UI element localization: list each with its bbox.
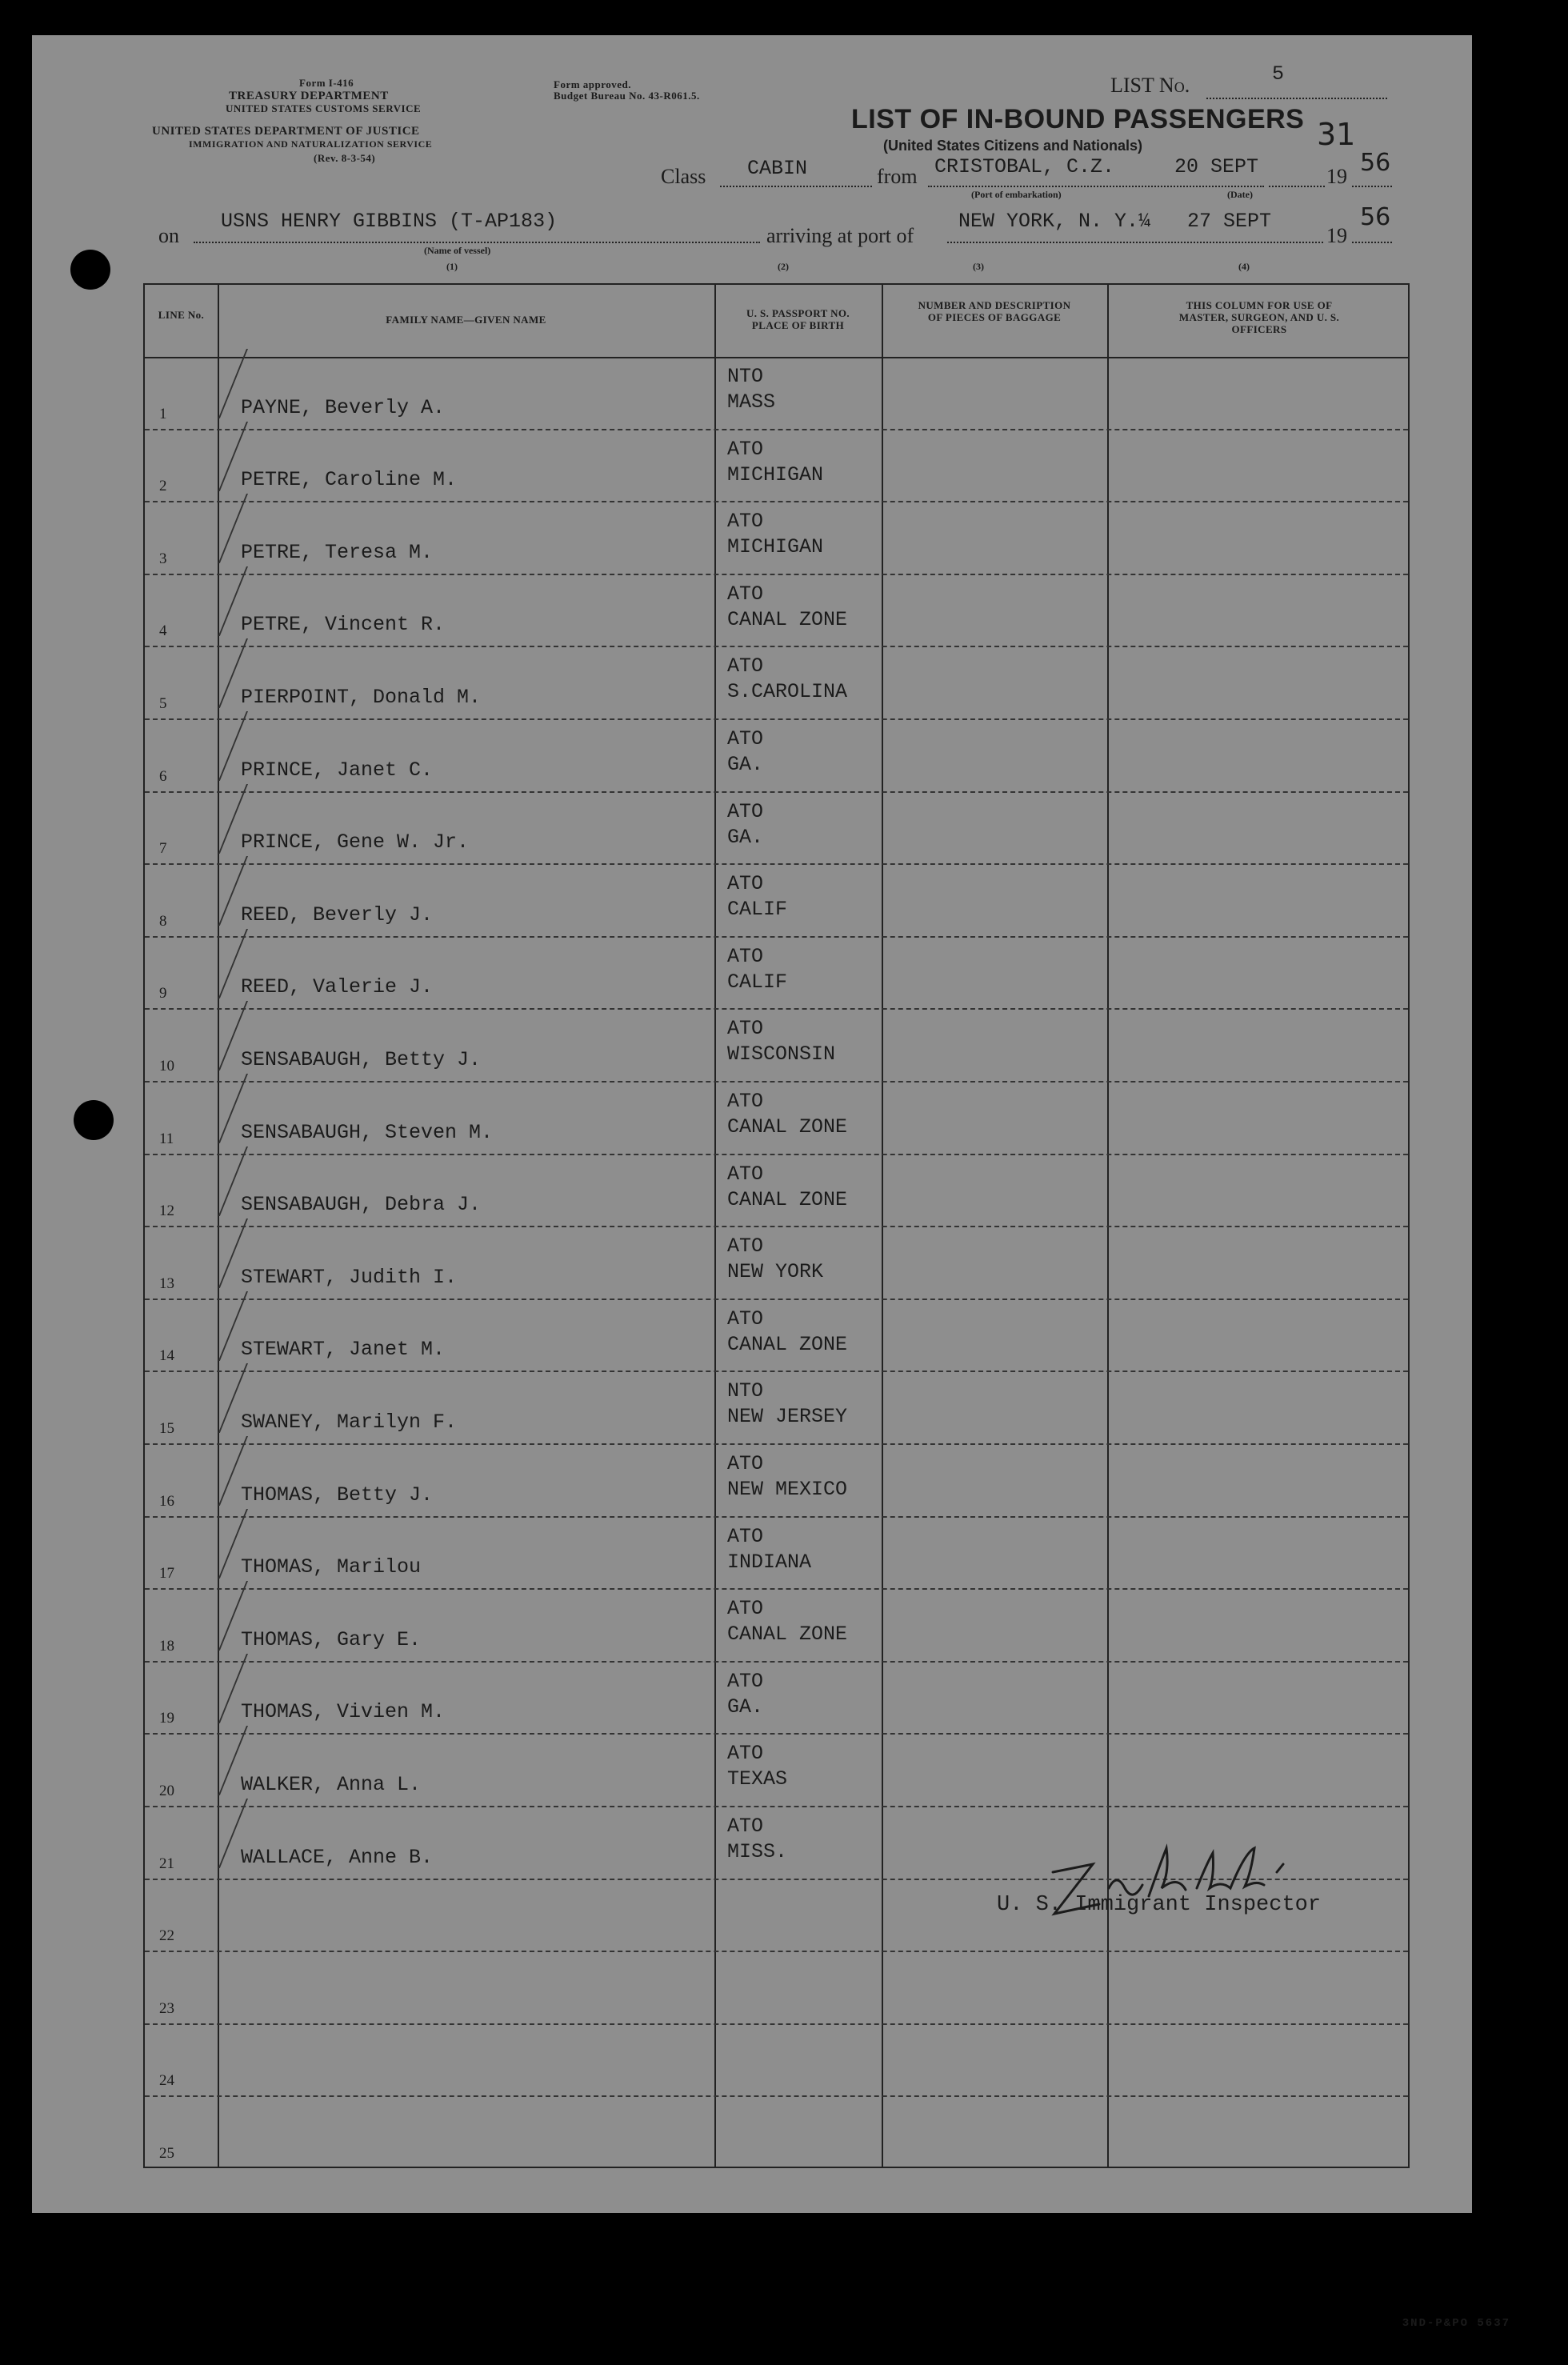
line-number: 13 — [159, 1275, 174, 1292]
line-number: 10 — [159, 1057, 174, 1074]
arriving-label: arriving at port of — [766, 224, 914, 247]
table-row — [145, 937, 1408, 1010]
table-row — [145, 2096, 1408, 2169]
print-code: 3ND-P&PO 5637 — [1402, 2317, 1510, 2330]
line-number: 18 — [159, 1637, 174, 1655]
passenger-name: SENSABAUGH, Betty J. — [241, 1047, 482, 1071]
table-row — [145, 2024, 1408, 2097]
from-label: from — [877, 165, 918, 188]
table-row — [145, 1371, 1408, 1444]
embark-year: 56 — [1360, 149, 1391, 177]
line-number: 11 — [159, 1130, 174, 1147]
line-number: 20 — [159, 1782, 174, 1799]
passport-code: ATO — [727, 1452, 764, 1475]
passport-code: ATO — [727, 1669, 764, 1693]
class-line — [720, 186, 872, 187]
passenger-name: PETRE, Teresa M. — [241, 540, 434, 564]
table-row — [145, 864, 1408, 937]
passenger-name: PRINCE, Gene W. Jr. — [241, 830, 470, 854]
arrival-year-line — [1352, 242, 1392, 243]
line-number: 24 — [159, 2072, 174, 2090]
passenger-name: PETRE, Vincent R. — [241, 613, 446, 637]
embark-date: 20 SEPT — [1174, 155, 1259, 178]
from-port: CRISTOBAL, C.Z. — [934, 155, 1115, 178]
ins-service: IMMIGRATION AND NATURALIZATION SERVICE — [189, 138, 433, 150]
passenger-name: REED, Beverly J. — [241, 902, 434, 926]
line-number: 19 — [159, 1710, 174, 1727]
passport-code: ATO — [727, 799, 764, 823]
table-row — [145, 792, 1408, 865]
table-row — [145, 1227, 1408, 1299]
table-row — [145, 1662, 1408, 1735]
line-number: 17 — [159, 1565, 174, 1583]
passenger-name: THOMAS, Betty J. — [241, 1483, 434, 1507]
page-title: LIST OF IN-BOUND PASSENGERS — [851, 104, 1305, 134]
list-no-value: 5 — [1272, 62, 1285, 86]
place-of-birth: GA. — [727, 753, 764, 776]
table-row — [145, 1154, 1408, 1227]
line-number: 3 — [159, 550, 167, 567]
passport-code: ATO — [727, 1524, 764, 1548]
line-number: 1 — [159, 405, 167, 422]
list-no-line — [1206, 98, 1387, 99]
header-family-name: FAMILY NAME—GIVEN NAME — [386, 314, 546, 326]
passenger-name: STEWART, Janet M. — [241, 1338, 446, 1362]
place-of-birth: GA. — [727, 1695, 764, 1719]
passenger-name: PETRE, Caroline M. — [241, 468, 458, 492]
col-ref-1: (1) — [446, 261, 458, 272]
class-value: CABIN — [747, 157, 808, 180]
form-approved: Form approved. — [554, 78, 632, 90]
passport-code: ATO — [727, 654, 764, 678]
passport-code: NTO — [727, 365, 764, 388]
line-number: 8 — [159, 912, 167, 930]
place-of-birth: CANAL ZONE — [727, 1115, 848, 1138]
header-line-no: LINE No. — [158, 309, 205, 321]
line-number: 7 — [159, 840, 167, 858]
place-of-birth: NEW MEXICO — [727, 1478, 848, 1501]
passenger-name: SWANEY, Marilyn F. — [241, 1410, 458, 1434]
place-of-birth: CANAL ZONE — [727, 1332, 848, 1356]
table-row — [145, 1589, 1408, 1662]
line-number: 4 — [159, 622, 167, 640]
inspector-label: U. S. Immigrant Inspector — [997, 1893, 1322, 1917]
place-of-birth: CALIF — [727, 970, 788, 994]
page-number: 31 — [1317, 117, 1356, 152]
vessel-caption: (Name of vessel) — [424, 245, 491, 256]
arrival-year-prefix: 19 — [1326, 224, 1347, 247]
col-ref-3: (3) — [973, 261, 984, 272]
passport-code: ATO — [727, 1235, 764, 1259]
punch-hole — [74, 1100, 114, 1140]
col-ref-2: (2) — [778, 261, 789, 272]
line-number: 16 — [159, 1492, 174, 1510]
table-row — [145, 357, 1408, 430]
year-prefix: 19 — [1326, 165, 1347, 188]
table-row — [145, 1444, 1408, 1517]
line-number: 25 — [159, 2144, 174, 2162]
punch-hole — [70, 250, 110, 290]
line-number: 14 — [159, 1347, 174, 1365]
table-row — [145, 1009, 1408, 1082]
passenger-name: SENSABAUGH, Debra J. — [241, 1193, 482, 1217]
place-of-birth: NEW JERSEY — [727, 1405, 848, 1429]
line-number: 22 — [159, 1927, 174, 1945]
passport-code: ATO — [727, 1307, 764, 1331]
table-row — [145, 502, 1408, 574]
place-of-birth: CALIF — [727, 898, 788, 922]
year-line — [1352, 186, 1392, 187]
table-row — [145, 1734, 1408, 1807]
line-number: 9 — [159, 985, 167, 1002]
header-passport: U. S. PASSPORT NO. PLACE OF BIRTH — [746, 307, 850, 331]
line-number: 15 — [159, 1419, 174, 1437]
line-number: 12 — [159, 1203, 174, 1220]
passport-code: NTO — [727, 1379, 764, 1403]
passenger-name: THOMAS, Gary E. — [241, 1627, 422, 1651]
embark-date-line — [1269, 186, 1325, 187]
passenger-name: WALKER, Anna L. — [241, 1772, 422, 1796]
place-of-birth: MICHIGAN — [727, 535, 824, 559]
customs-service: UNITED STATES CUSTOMS SERVICE — [226, 102, 422, 114]
place-of-birth: CANAL ZONE — [727, 607, 848, 631]
passport-code: ATO — [727, 1090, 764, 1113]
passenger-name: PIERPOINT, Donald M. — [241, 685, 482, 709]
table-row — [145, 1951, 1408, 2024]
place-of-birth: INDIANA — [727, 1550, 812, 1574]
place-of-birth: S.CAROLINA — [727, 680, 848, 704]
list-no-label: LIST No. — [1110, 74, 1190, 97]
class-label: Class — [661, 165, 706, 188]
place-of-birth: MASS — [727, 390, 776, 414]
table-row — [145, 430, 1408, 502]
line-number: 2 — [159, 478, 167, 495]
table-row — [145, 1517, 1408, 1590]
place-of-birth: TEXAS — [727, 1767, 788, 1791]
vessel-line — [194, 242, 760, 243]
arrival-port: NEW YORK, N. Y.¼ — [958, 210, 1151, 233]
revision-date: (Rev. 8-3-54) — [314, 152, 376, 164]
justice-department: UNITED STATES DEPARTMENT OF JUSTICE — [152, 125, 420, 138]
passport-code: ATO — [727, 1742, 764, 1766]
passport-code: ATO — [727, 1597, 764, 1621]
form-number: Form I-416 — [299, 77, 354, 89]
from-line — [928, 186, 1264, 187]
table-row — [145, 1299, 1408, 1372]
on-label: on — [158, 224, 179, 247]
passenger-name: SENSABAUGH, Steven M. — [241, 1120, 494, 1144]
passport-code: ATO — [727, 582, 764, 606]
arrival-date: 27 SEPT — [1187, 210, 1272, 233]
header-baggage: NUMBER AND DESCRIPTION OF PIECES OF BAGGAGE — [918, 299, 1071, 323]
vessel-name: USNS HENRY GIBBINS (T-AP183) — [221, 210, 558, 233]
arrival-line — [947, 242, 1323, 243]
place-of-birth: CANAL ZONE — [727, 1187, 848, 1211]
passport-code: ATO — [727, 1162, 764, 1186]
passport-code: ATO — [727, 872, 764, 896]
table-row — [145, 574, 1408, 647]
passport-code: ATO — [727, 1815, 764, 1838]
passport-code: ATO — [727, 437, 764, 461]
line-number: 21 — [159, 1855, 174, 1872]
passenger-name: REED, Valerie J. — [241, 975, 434, 999]
passport-code: ATO — [727, 944, 764, 968]
table-row — [145, 719, 1408, 792]
passport-code: ATO — [727, 510, 764, 534]
arrival-year: 56 — [1360, 203, 1391, 231]
budget-bureau: Budget Bureau No. 43-R061.5. — [554, 90, 700, 102]
treasury-department: TREASURY DEPARTMENT — [229, 90, 389, 102]
passenger-name: PRINCE, Janet C. — [241, 758, 434, 782]
passport-code: ATO — [727, 1017, 764, 1041]
passenger-name: PAYNE, Beverly A. — [241, 395, 446, 419]
line-number: 23 — [159, 1999, 174, 2017]
place-of-birth: GA. — [727, 825, 764, 849]
place-of-birth: CANAL ZONE — [727, 1623, 848, 1647]
col-ref-4: (4) — [1238, 261, 1250, 272]
page-subtitle: (United States Citizens and Nationals) — [883, 138, 1143, 154]
line-number: 6 — [159, 767, 167, 785]
port-embarkation-caption: (Port of embarkation) — [971, 189, 1062, 200]
passenger-name: THOMAS, Marilou — [241, 1555, 422, 1579]
place-of-birth: MICHIGAN — [727, 462, 824, 486]
passenger-name: THOMAS, Vivien M. — [241, 1700, 446, 1724]
table-row — [145, 1082, 1408, 1154]
passport-code: ATO — [727, 727, 764, 750]
date-caption: (Date) — [1227, 189, 1253, 200]
passenger-name: WALLACE, Anne B. — [241, 1845, 434, 1869]
table-row — [145, 646, 1408, 719]
place-of-birth: MISS. — [727, 1840, 788, 1863]
place-of-birth: NEW YORK — [727, 1260, 824, 1284]
header-officers-column: THIS COLUMN FOR USE OF MASTER, SURGEON, AND U. S. OFFICERS — [1178, 299, 1340, 335]
line-number: 5 — [159, 694, 167, 712]
passenger-name: STEWART, Judith I. — [241, 1265, 458, 1289]
place-of-birth: WISCONSIN — [727, 1042, 836, 1066]
